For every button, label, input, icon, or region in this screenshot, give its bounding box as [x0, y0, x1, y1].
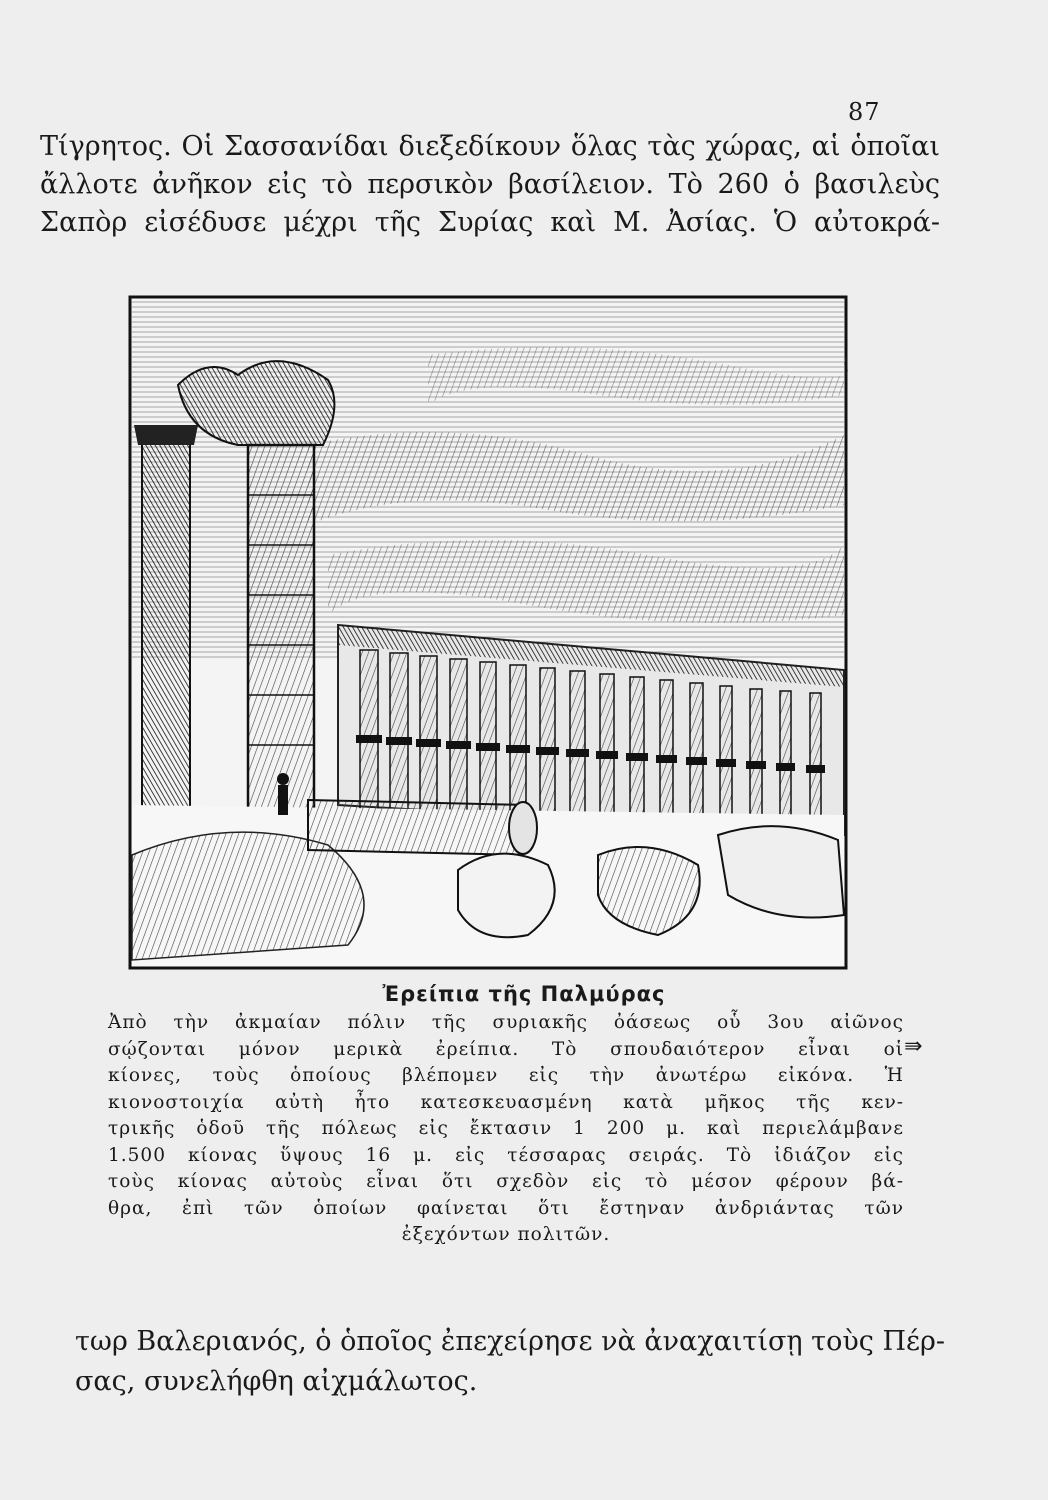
text-line: σας, συνελήφθη αἰχμάλωτος. — [75, 1366, 478, 1397]
figure-caption — [108, 1010, 904, 1249]
caption-line: Ἀπὸ τὴν ἀκμαίαν πόλιν τῆς συριακῆς ὀάσεως οὗ 3ου αἰῶνος — [108, 1012, 904, 1033]
palmyra-ruins-engraving-icon — [128, 295, 848, 970]
caption-line: κίονες, τοὺς ὁποίους βλέπομεν εἰς τὴν ἀνωτέρω εἰκόνα. Ἡ — [108, 1065, 904, 1086]
text-line: ἄλλοτε ἀνῆκον εἰς τὸ περσικὸν βασίλειον. Τὸ 260 ὁ βασιλεὺς — [40, 169, 940, 200]
palmyra-ruins-figure — [128, 295, 848, 970]
text-line: Σαπὸρ εἰσέδυσε μέχρι τῆς Συρίας καὶ Μ. Ἀσίας. Ὁ αὐτοκρά- — [40, 207, 940, 238]
bottom-paragraph — [75, 1322, 945, 1402]
caption-line: τοὺς κίονας αὐτοὺς εἶναι ὅτι σχεδὸν εἰς τὸ μέσον φέρουν βά- — [108, 1171, 904, 1192]
text-line: τωρ Βαλεριανός, ὁ ὁποῖος ἐπεχείρησε νὰ ἀναχαιτίσῃ τοὺς Πέρ- — [75, 1326, 945, 1357]
caption-line: ἐξεχόντων πολιτῶν. — [401, 1224, 611, 1245]
caption-line: 1.500 κίονας ὕψους 16 μ. εἰς τέσσαρας σειράς. Τὸ ἰδιάζον εἰς — [108, 1144, 904, 1166]
caption-line: τρικῆς ὁδοῦ τῆς πόλεως εἰς ἔκτασιν 1 200 μ. καὶ περιελάμβανε — [108, 1118, 904, 1139]
figure-caption-title: Ἐρείπια τῆς Παλμύρας — [382, 982, 666, 1006]
caption-line: σῴζονται μόνον μερικὰ ἐρείπια. Τὸ σπουδαιότερον εἶναι οἱ — [108, 1038, 904, 1060]
caption-line: θρα, ἐπὶ τῶν ὁποίων φαίνεται ὅτι ἔστηναν ἀνδριάντας τῶν — [108, 1197, 904, 1219]
page-number: 87 — [848, 98, 881, 126]
margin-mark-icon: ⇛ — [904, 1034, 923, 1059]
caption-line: κιονοστοιχία αὐτὴ ἦτο κατεσκευασμένη κατὰ μῆκος τῆς κεν- — [108, 1091, 904, 1113]
top-paragraph — [40, 128, 940, 242]
text-line: Τίγρητος. Οἱ Σασσανίδαι διεξεδίκουν ὅλας τὰς χώρας, αἱ ὁποῖαι — [40, 131, 940, 162]
